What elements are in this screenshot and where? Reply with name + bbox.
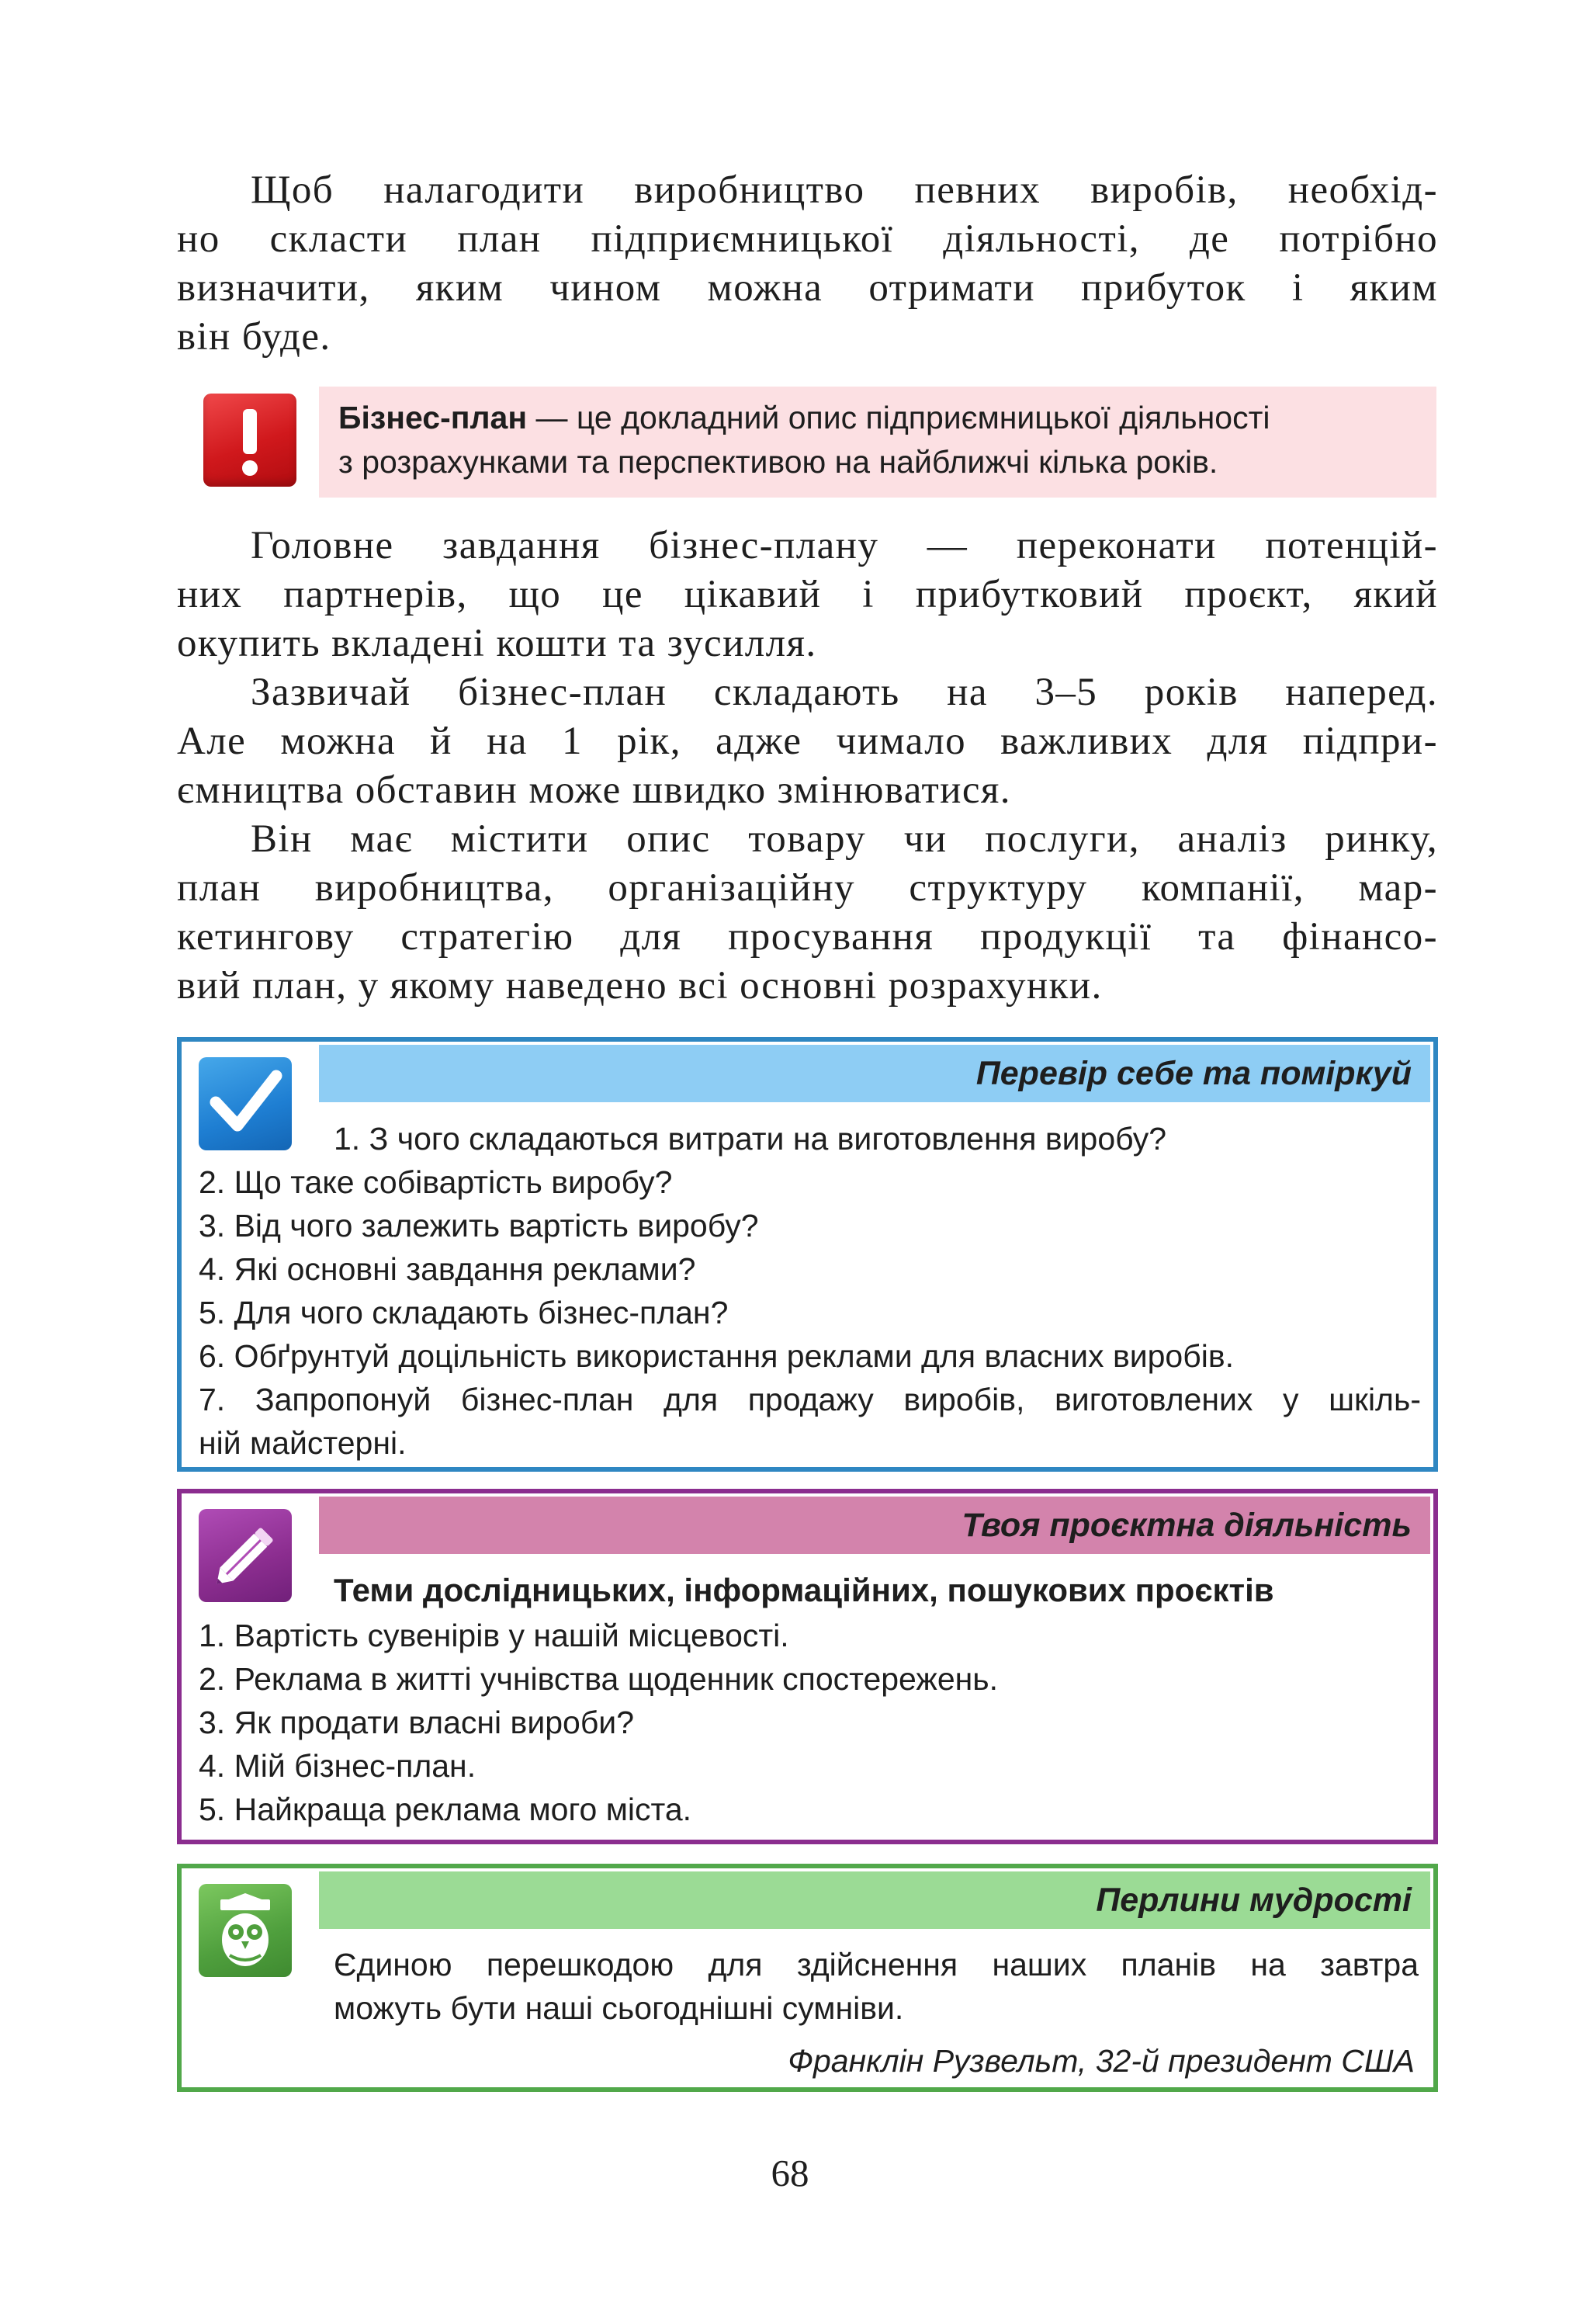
paragraph-line: Але можна й на 1 рік, адже чимало важливих для підпри- (177, 720, 1438, 763)
project-activity-panel (177, 1489, 1438, 1844)
question-item: 3. Від чого залежить вартість виробу? (199, 1208, 759, 1244)
paragraph-line: вий план, у якому наведено всі основні розрахунки. (177, 964, 1103, 1008)
definition-text: — це докладний опис підприємницької діяльності (527, 400, 1270, 435)
question-item: 6. Обґрунтуй доцільність використання реклами для власних виробів. (199, 1338, 1235, 1374)
definition-term: Бізнес-план (338, 400, 528, 435)
project-topics-list (199, 1614, 998, 1831)
intro-line: Щоб налагодити виробництво певних виробів, необхід- (251, 168, 1438, 212)
definition-line (338, 396, 1416, 440)
question-item: 1. З чого складаються витрати на виготовлення виробу? (334, 1121, 1167, 1157)
main-paragraph (177, 522, 1438, 668)
owl-icon (199, 1884, 292, 1977)
topic-item: 1. Вартість сувенірів у нашій місцевості. (199, 1618, 789, 1653)
pearls-of-wisdom-panel (177, 1864, 1438, 2092)
intro-paragraph (177, 166, 1438, 362)
paragraph-line: Зазвичай бізнес-план складають на 3–5 років наперед. (251, 671, 1438, 714)
pearls-of-wisdom-title: Перлини мудрості (319, 1871, 1430, 1929)
intro-line: но скласти план підприємницької діяльності, де потрібно (177, 217, 1438, 261)
page-number: 68 (771, 2152, 809, 2194)
topic-item: 2. Реклама в житті учнівства щоденник спостережень. (199, 1661, 999, 1697)
pencil-icon (199, 1509, 292, 1602)
question-item: 4. Які основні завдання реклами? (199, 1251, 696, 1287)
intro-line: визначити, яким чином можна отримати прибуток і яким (177, 266, 1438, 310)
exclamation-icon (203, 394, 296, 487)
questions-list (199, 1160, 1421, 1465)
wisdom-quote (334, 1943, 1419, 2030)
intro-line: він буде. (177, 315, 331, 359)
checkmark-icon (199, 1057, 292, 1150)
paragraph-line: Він має містити опис товару чи послуги, аналіз ринку, (251, 817, 1438, 861)
quote-line: можуть бути наші сьогоднішні сумніви. (334, 1990, 904, 2026)
paragraph-line: Головне завдання бізнес-плану — переконати потенцій- (251, 524, 1438, 567)
duration-paragraph (177, 668, 1438, 815)
contents-paragraph (177, 815, 1438, 1011)
quote-line: Єдиною перешкодою для здійснення наших планів на завтра (334, 1947, 1419, 1982)
question-item: 2. Що таке собівартість виробу? (199, 1164, 673, 1200)
question-item: ній майстерні. (199, 1425, 407, 1461)
quote-author: Франклін Рузвельт, 32-й президент США (788, 2043, 1415, 2079)
paragraph-line: ємництва обставин може швидко змінюватися. (177, 768, 1011, 812)
project-topics-heading: Теми дослідницьких, інформаційних, пошукових проєктів (334, 1572, 1274, 1608)
topic-item: 3. Як продати власні вироби? (199, 1705, 635, 1740)
check-yourself-panel (177, 1037, 1438, 1472)
paragraph-line: кетингову стратегію для просування продукції та фінансо- (177, 915, 1438, 959)
topic-item: 4. Мій бізнес-план. (199, 1748, 476, 1784)
check-yourself-title: Перевір себе та поміркуй (319, 1045, 1430, 1102)
definition-box (319, 387, 1436, 498)
topic-item: 5. Найкраща реклама мого міста. (199, 1792, 692, 1827)
paragraph-line: план виробництва, організаційну структуру компанії, мар- (177, 866, 1438, 910)
question-item: 5. Для чого складають бізнес-план? (199, 1295, 729, 1330)
definition-line: з розрахунками та перспективою на найближчі кілька років. (338, 444, 1218, 480)
paragraph-line: них партнерів, що це цікавий і прибутковий проєкт, який (177, 573, 1438, 616)
paragraph-line: окупить вкладені кошти та зусилля. (177, 622, 817, 665)
question-item: 7. Запропонуй бізнес-план для продажу виробів, виготовлених у шкіль- (199, 1382, 1421, 1417)
project-activity-title: Твоя проєктна діяльність (319, 1497, 1430, 1554)
